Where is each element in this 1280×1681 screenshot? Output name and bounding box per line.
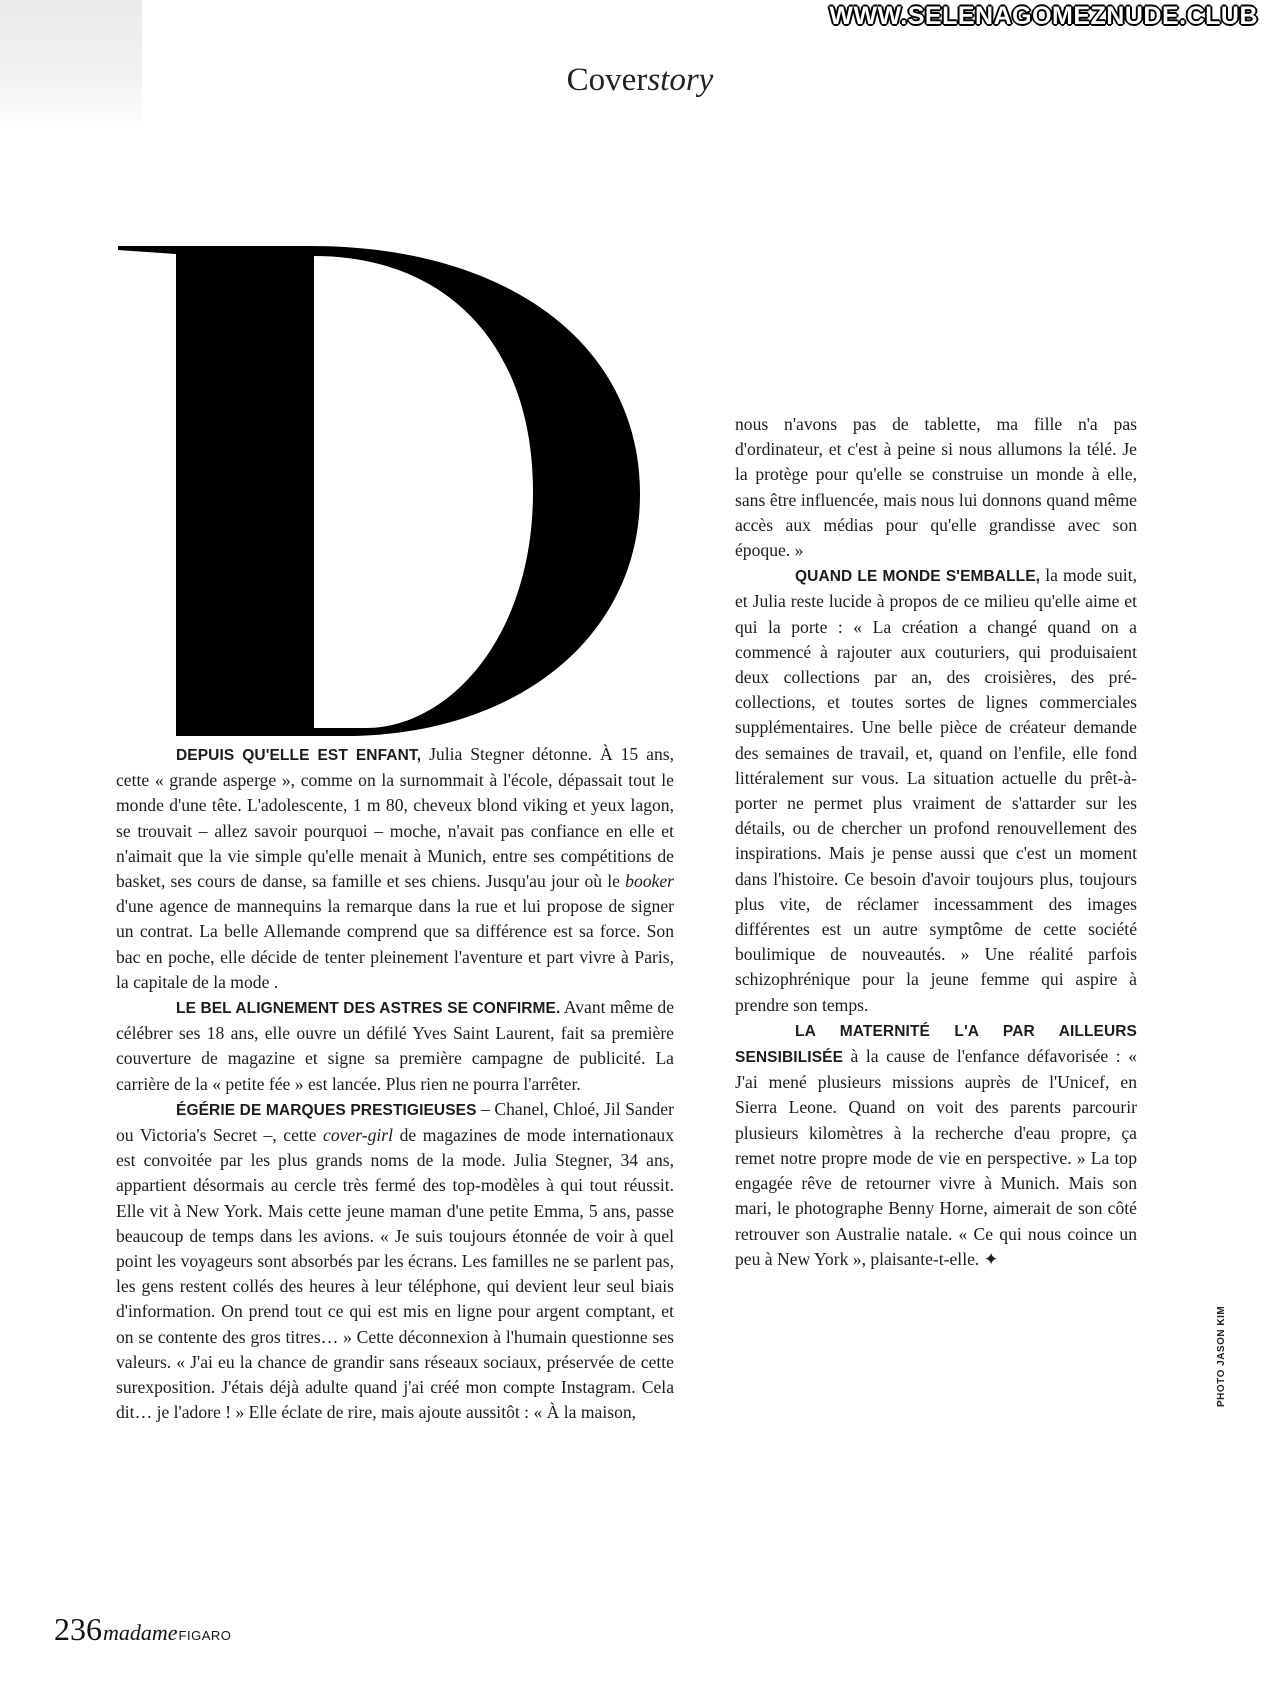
paragraph-lead: LA MATERNITÉ L'A PAR AILLEURS SENSIBILISÉE (735, 1022, 1137, 1067)
paragraph-text: Julia Stegner détonne. À 15 ans, cette « grande asperge », comme on la surnommait à l'école, dépassait tout le monde d'une tête. L'adolescente, 1 m 80, cheveux blond viking et yeux lagon, se trouvait – allez savoir pourquoi – moche, n'avait pas confiance en elle et n'aimait que la vie simple qu'elle menait à Munich, entre ses compétitions de basket, ses cours de danse, sa famille et ses chiens. Jusqu'au jour où le (116, 744, 674, 892)
paragraph-lead: DEPUIS QU'ELLE EST ENFANT, (176, 747, 422, 764)
article-left-column (116, 742, 674, 1425)
paragraph-italic: booker (625, 871, 674, 892)
paragraph-text: Avant même de célébrer ses 18 ans, elle ouvre un défilé Yves Saint Laurent, fait sa première couverture de magazine et signe sa première campagne de publicité. La carrière de la « petite fée » est lancée. Plus rien ne pourra l'arrêter. (116, 997, 675, 1094)
section-header-cover: Cover (566, 62, 648, 98)
paragraph-text: de magazines de mode internationaux est convoitée par les plus grands noms de la mode. Julia Stegner, 34 ans, appartient désormais au cercle très fermé des top-modèles à qui tout réussit. Elle vit à New York. Mais cette jeune maman d'une petite Emma, 5 ans, passe beaucoup de temps dans les avions. « Je suis toujours étonnée de voir à quel point les voyageurs sont absorbés par les écrans. Les familles ne se parlent pas, les gens restent collés des heures à leur téléphone, qui devient leur seul biais d'information. On prend tout ce qui est mis en ligne pour argent comptant, et on se contente des gros titres… » Cette déconnexion à l'humain questionne ses valeurs. « J'ai eu la chance de grandir sans réseaux sociaux, préservée de cette surexposition. J'étais déjà adulte quand j'ai créé mon compte Instagram. Cela dit… je l'adore ! » Elle éclate de rire, mais ajoute aussitôt : « À la maison, (116, 1125, 674, 1423)
photo-credit: PHOTO JASON KIM (1216, 1305, 1227, 1407)
section-header-story: story (647, 62, 714, 98)
paragraph-lead: LE BEL ALIGNEMENT DES ASTRES SE CONFIRME. (176, 1000, 561, 1018)
article-right-column (735, 412, 1137, 1272)
paragraph (735, 563, 1137, 1018)
logo-figaro: FIGARO (178, 1628, 232, 1643)
paragraph-text: à la cause de l'enfance défavorisée : « J'ai mené plusieurs missions auprès de l'Unicef, en Sierra Leone. Quand on voit des parents parcourir plusieurs kilomètres à la recherche d'eau propre, ça remet notre propre mode de vie en perspective. » La top engagée rêve de retourner vivre à Munich. Mais son mari, le photographe Benny Horne, aimerait de son côté retrouver son Australie natale. « Ce qui nous coince un peu à New York », plaisante-t-elle. ✦ (735, 1046, 1137, 1269)
paragraph-text: – Chanel, Chloé, Jil Sander ou Victoria's Secret –, cette (116, 1098, 674, 1146)
paragraph (735, 412, 1137, 563)
paragraph-lead: ÉGÉRIE DE MARQUES PRESTIGIEUSES (176, 1101, 477, 1119)
paragraph (116, 995, 674, 1097)
paragraph-lead: QUAND LE MONDE S'EMBALLE, (795, 568, 1041, 586)
paragraph-text: d'une agence de mannequins la remarque dans la rue et lui propose de signer un contrat. La belle Allemande comprend que sa différence est sa force. Son bac en poche, elle décide de tenter pleinement l'aventure et part vivre à Paris, la capitale de la mode . (116, 896, 674, 992)
section-header (0, 62, 1280, 99)
page-footer (54, 1611, 231, 1648)
paragraph (735, 1018, 1137, 1272)
watermark: WWW.SELENAGOMEZNUDE.CLUB (829, 2, 1258, 30)
logo-madame: madame (103, 1620, 178, 1645)
paragraph-text: la mode suit, et Julia reste lucide à propos de ce milieu qu'elle aime et qui la porte : « La création a changé quand on a commencé à rajouter aux couturiers, qui produisaient deux collections par an, des croisières, des pré-collections, et toutes sortes de lignes commerciales supplémentaires. Une belle pièce de créateur demande des semaines de travail, et, quand on l'enfile, elle fond littéralement sur vous. La situation actuelle du prêt-à-porter ne permet plus vraiment de s'attarder sur les détails, ou de chercher un profond renouvellement des inspirations. Mais je pense aussi que c'est un moment dans l'histoire. Ce besoin d'avoir toujours plus, toujours plus vite, de réclamer incessamment des images différentes est un autre symptôme de cette société boulimique de nouveautés. » Une réalité parfois schizophrénique pour la jeune femme qui aspire à prendre son temps. (735, 565, 1137, 1015)
drop-cap-d (118, 246, 640, 736)
paragraph-italic: cover-girl (323, 1125, 394, 1146)
paragraph (116, 742, 674, 995)
paragraph (116, 1097, 674, 1426)
page-number: 236 (54, 1611, 102, 1647)
paragraph-text: nous n'avons pas de tablette, ma fille n'a pas d'ordinateur, et c'est à peine si nous allumons la télé. Je la protège pour qu'elle se construise un monde à elle, sans être influencée, mais nous lui donnons quand même accès aux médias pour qu'elle grandisse avec son époque. » (735, 414, 1137, 561)
